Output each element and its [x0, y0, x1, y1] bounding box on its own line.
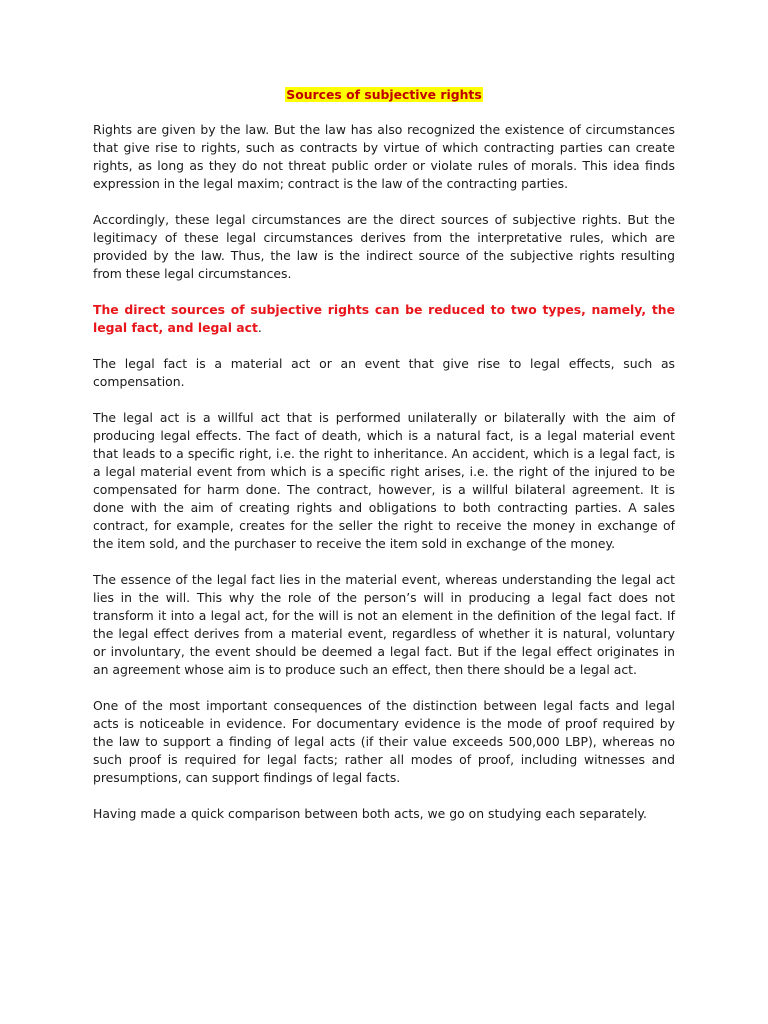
paragraph-legal-fact-definition: The legal fact is a material act or an event that give rise to legal effects, such as compensation. [93, 356, 675, 389]
paragraph-direct-sources [93, 301, 675, 337]
document-body [93, 86, 675, 841]
paragraph-evidence-consequences: One of the most important consequences of the distinction between legal facts and legal acts is noticeable in evidence. For documentary evidence is the mode of proof required by the law to support a finding of legal acts (if their value exceeds 500,000 LBP), whereas no such proof is required for legal facts; rather all modes of proof, including witnesses and presumptions, can support findings of legal facts. [93, 698, 675, 785]
emphasized-statement-period: . [257, 320, 262, 335]
paragraph-rights-given-by-law: Rights are given by the law. But the law has also recognized the existence of circumstances that give rise to rights, such as contracts by virtue of which contracting parties can create rights, as long as they do not threat public order or violate rules of morals. This idea finds expression in the legal maxim; contract is the law of the contracting parties. [93, 122, 675, 191]
paragraph-closing: Having made a quick comparison between both acts, we go on studying each separately. [93, 806, 647, 821]
paragraph-legal-circumstances: Accordingly, these legal circumstances are the direct sources of subjective rights. But the legitimacy of these legal circumstances derives from the interpretative rules, which are provided by the law. Thus, the law is the indirect source of the subjective rights resulting from these legal circumstances. [93, 212, 675, 281]
title-line [93, 86, 675, 104]
document-title: Sources of subjective rights [286, 87, 482, 102]
paragraph-essence-comparison: The essence of the legal fact lies in the material event, whereas understanding the legal act lies in the will. This why the role of the person’s will in producing a legal fact does not transform it into a legal act, for the will is not an element in the definition of the legal fact. If the legal effect derives from a material event, regardless of whether it is natural, voluntary or involuntary, the event should be deemed a legal fact. But if the legal effect originates in an agreement whose aim is to produce such an effect, then there should be a legal act. [93, 572, 675, 677]
emphasized-statement: The direct sources of subjective rights can be reduced to two types, namely, the legal fact, and legal act [93, 302, 675, 335]
paragraph-legal-act-definition: The legal act is a willful act that is performed unilaterally or bilaterally with the aim of producing legal effects. The fact of death, which is a natural fact, is a legal material event that leads to a specific right, i.e. the right to inheritance. An accident, which is a legal fact, is a legal material event from which is a specific right arises, i.e. the right of the injured to be compensated for harm done. The contract, however, is a willful bilateral agreement. It is done with the aim of creating rights and obligations to both contracting parties. A sales contract, for example, creates for the seller the right to receive the money in exchange of the item sold, and the purchaser to receive the item sold in exchange of the money. [93, 410, 675, 551]
